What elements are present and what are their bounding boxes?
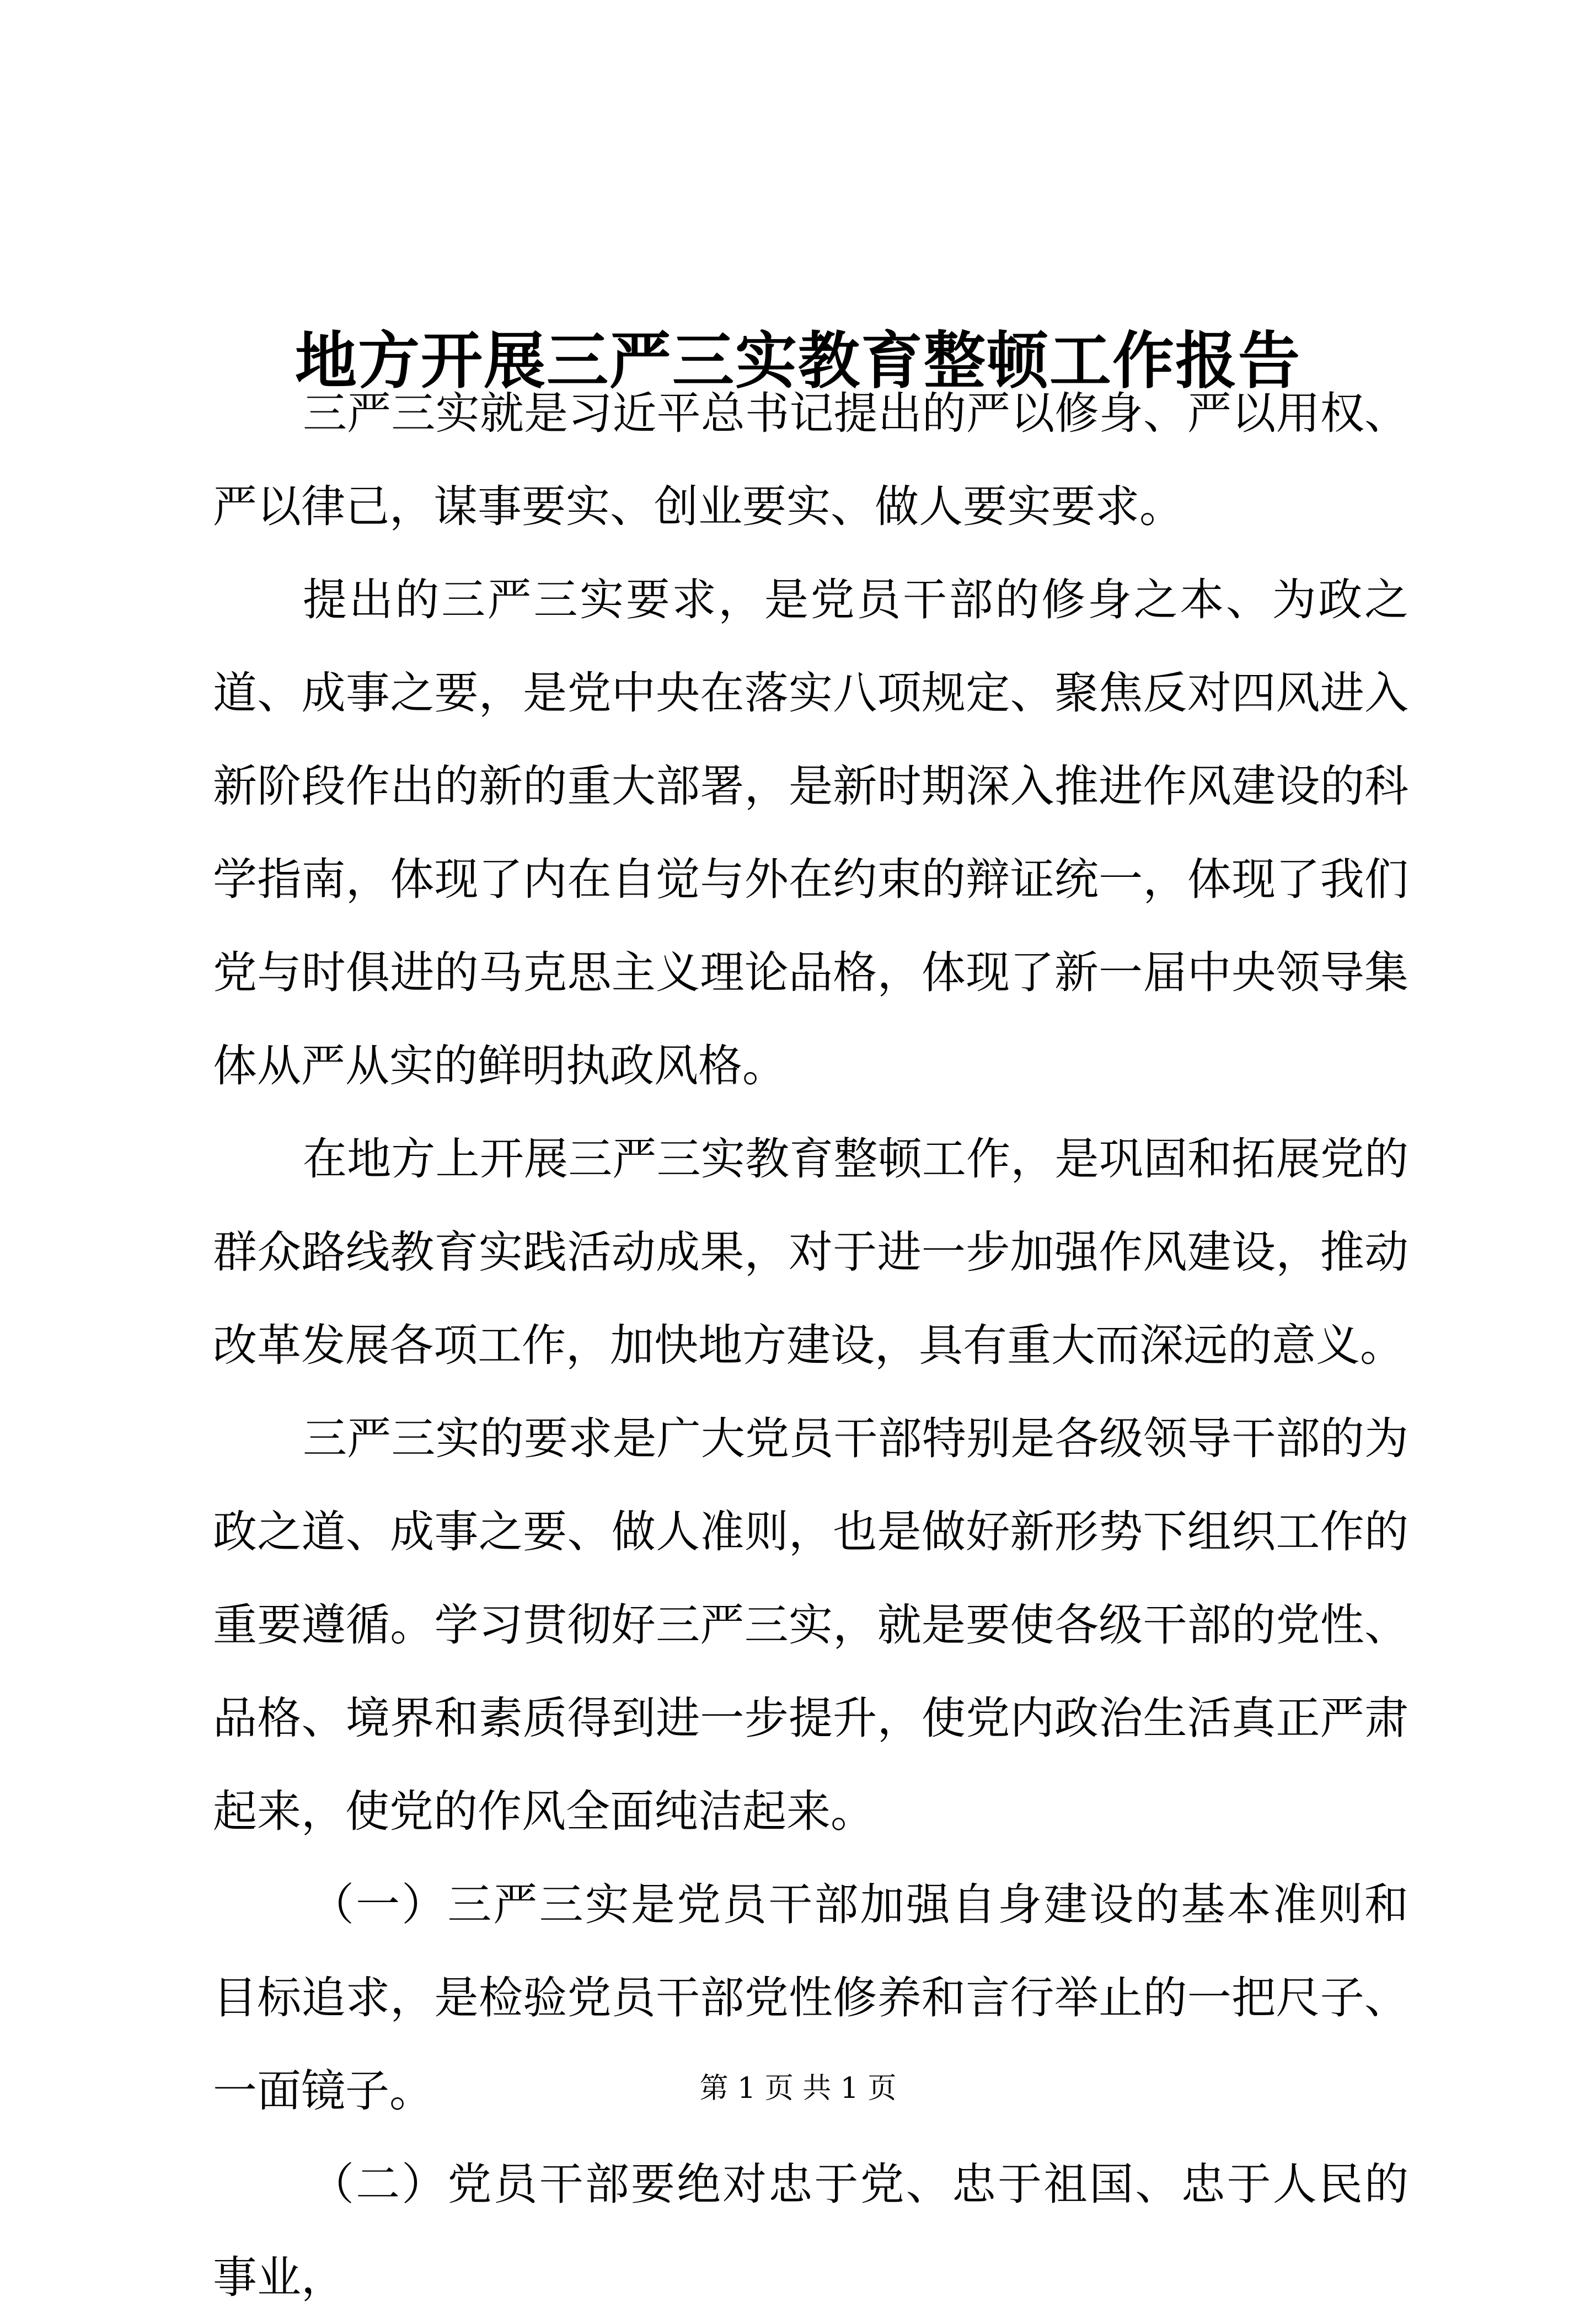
page-footer: 第 1 页 共 1 页 <box>699 2072 897 2105</box>
body-paragraph: 三严三实就是习近平总书记提出的严以修身、严以用权、严以律己，谋事要实、创业要实、做人要实要求。 <box>213 388 1408 532</box>
numbered-paragraph: （二）党员干部要绝对忠于党、忠于祖国、忠于人民的事业， <box>213 2159 1408 2303</box>
body-paragraph: 在地方上开展三严三实教育整顿工作，是巩固和拓展党的群众路线教育实践活动成果，对于进一步加强作风建设，推动改革发展各项工作，加快地方建设，具有重大而深远的意义。 <box>213 1133 1408 1371</box>
body-paragraph: 三严三实的要求是广大党员干部特别是各级领导干部的为政之道、成事之要、做人准则，也是做好新形势下组织工作的重要遵循。学习贯彻好三严三实，就是要使各级干部的党性、品格、境界和素质得到进一步提升，使党内政治生活真正严肃起来，使党的作风全面纯洁起来。 <box>213 1413 1408 1837</box>
document-body <box>213 367 1408 2324</box>
numbered-paragraph: （一）三严三实是党员干部加强自身建设的基本准则和目标追求，是检验党员干部党性修养和言行举止的一把尺子、一面镜子。 <box>213 1879 1408 2117</box>
body-paragraph: 提出的三严三实要求，是党员干部的修身之本、为政之道、成事之要，是党中央在落实八项规定、聚焦反对四风进入新阶段作出的新的重大部署，是新时期深入推进作风建设的科学指南，体现了内在自觉与外在约束的辩证统一，体现了我们党与时俱进的马克思主义理论品格，体现了新一届中央领导集体从严从实的鲜明执政风格。 <box>213 574 1408 1091</box>
document-title: 地方开展三严三实教育整顿工作报告 <box>295 325 1301 398</box>
